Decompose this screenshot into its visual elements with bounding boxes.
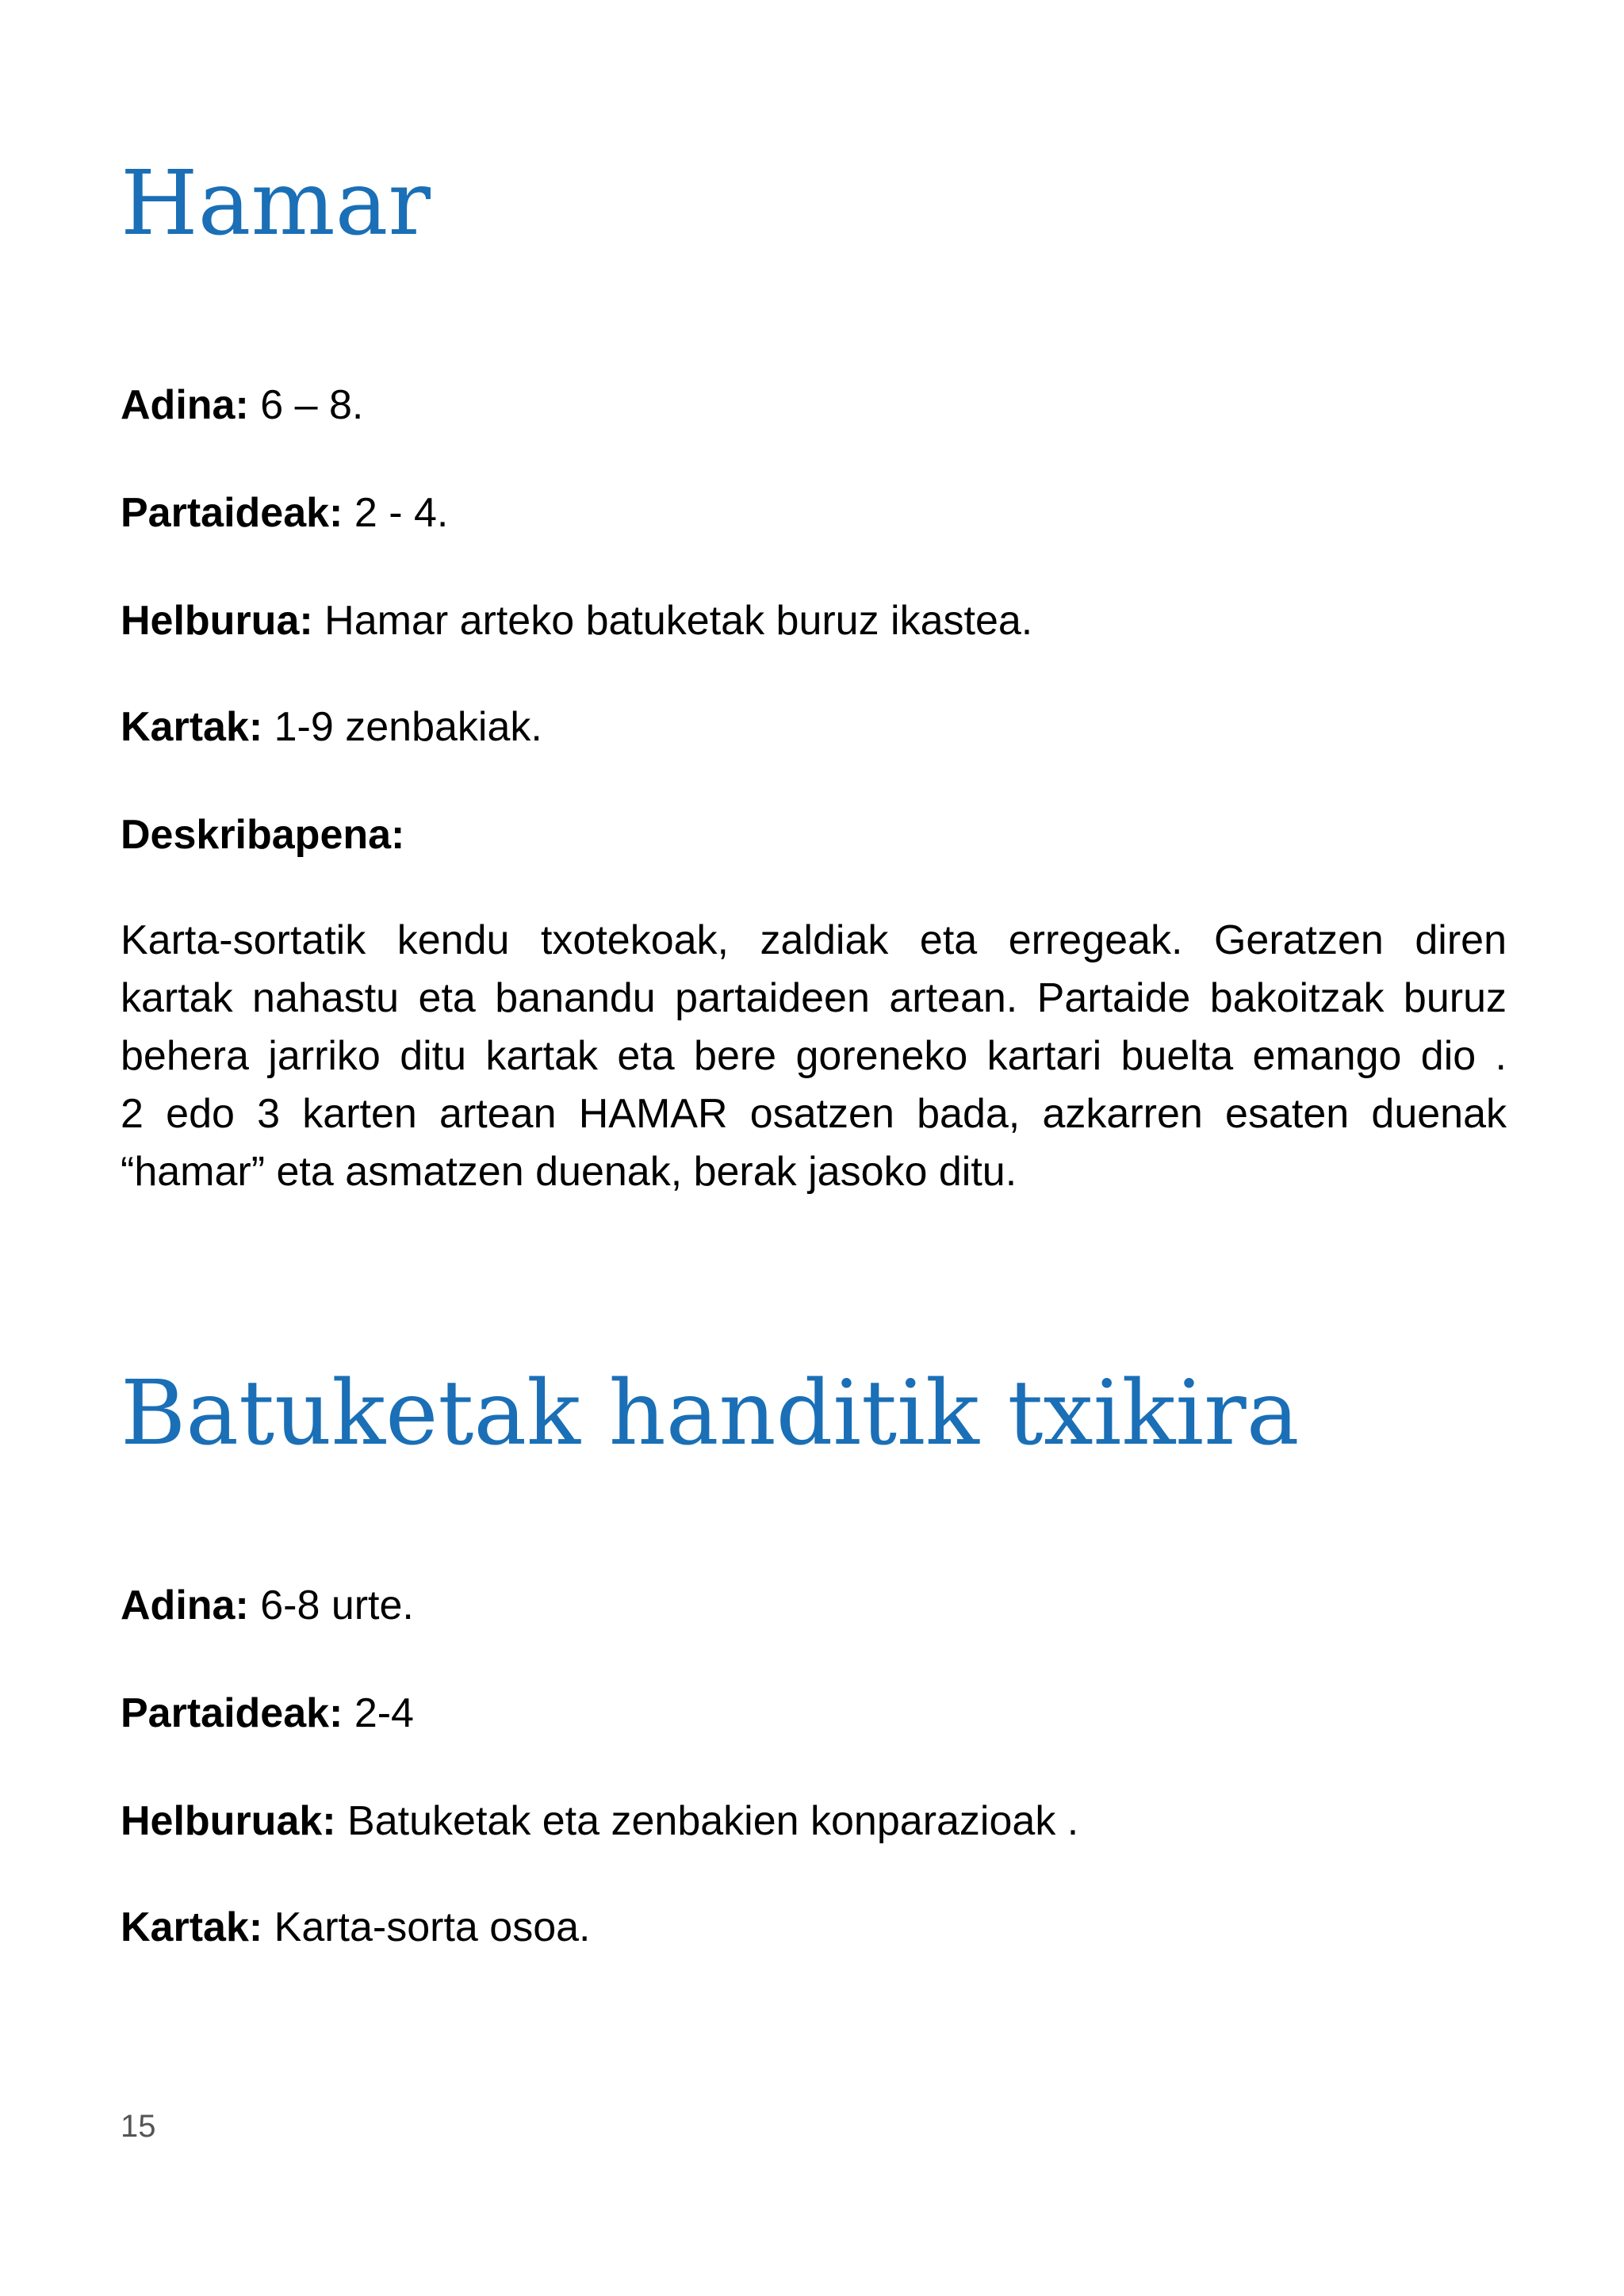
field-value: 2 - 4. xyxy=(343,490,449,536)
description-paragraph xyxy=(121,912,1507,1201)
field-value: 6 – 8. xyxy=(248,382,364,428)
field-label: Kartak: xyxy=(121,704,263,750)
page-number: 15 xyxy=(121,2109,156,2144)
section-title-hamar: Hamar xyxy=(121,152,431,255)
field-partaideak xyxy=(121,488,448,538)
field-helburua xyxy=(121,596,1032,645)
field-label: Deskribapena: xyxy=(121,812,405,858)
field-label: Adina: xyxy=(121,382,249,428)
field-label: Partaideak: xyxy=(121,1690,343,1736)
field-label: Helburuak: xyxy=(121,1798,336,1844)
field-partaideak-2 xyxy=(121,1689,414,1738)
field-value: 2-4 xyxy=(343,1690,414,1736)
description-line: behera jarriko ditu kartak eta bere goreneko kartari buelta emango dio . xyxy=(121,1033,1507,1079)
field-value: Batuketak eta zenbakien konparazioak . xyxy=(335,1798,1079,1844)
description-line: kartak nahastu eta banandu partaideen artean. Partaide bakoitzak buruz xyxy=(121,975,1507,1021)
field-label: Partaideak: xyxy=(121,490,343,536)
field-value: Karta-sorta osoa. xyxy=(262,1904,591,1950)
field-value: Hamar arteko batuketak buruz ikastea. xyxy=(312,598,1033,644)
description-line: 2 edo 3 karten artean HAMAR osatzen bada, azkarren esaten duenak xyxy=(121,1091,1507,1137)
field-label: Adina: xyxy=(121,1582,249,1628)
field-label: Kartak: xyxy=(121,1904,263,1950)
description-line: “hamar” eta asmatzen duenak, berak jasoko ditu. xyxy=(121,1149,1017,1195)
section-title-batuketak: Batuketak handitik txikira xyxy=(121,1362,1300,1465)
field-helburuak-2 xyxy=(121,1797,1078,1846)
field-adina xyxy=(121,381,363,430)
field-kartak xyxy=(121,702,542,752)
description-line: Karta-sortatik kendu txotekoak, zaldiak eta erregeak. Geratzen diren xyxy=(121,917,1507,963)
field-value: 6-8 urte. xyxy=(248,1582,414,1628)
field-value: 1-9 zenbakiak. xyxy=(262,704,542,750)
field-adina-2 xyxy=(121,1581,414,1630)
field-label: Helburua: xyxy=(121,598,313,644)
field-kartak-2 xyxy=(121,1903,591,1952)
field-deskribapena xyxy=(121,810,404,859)
